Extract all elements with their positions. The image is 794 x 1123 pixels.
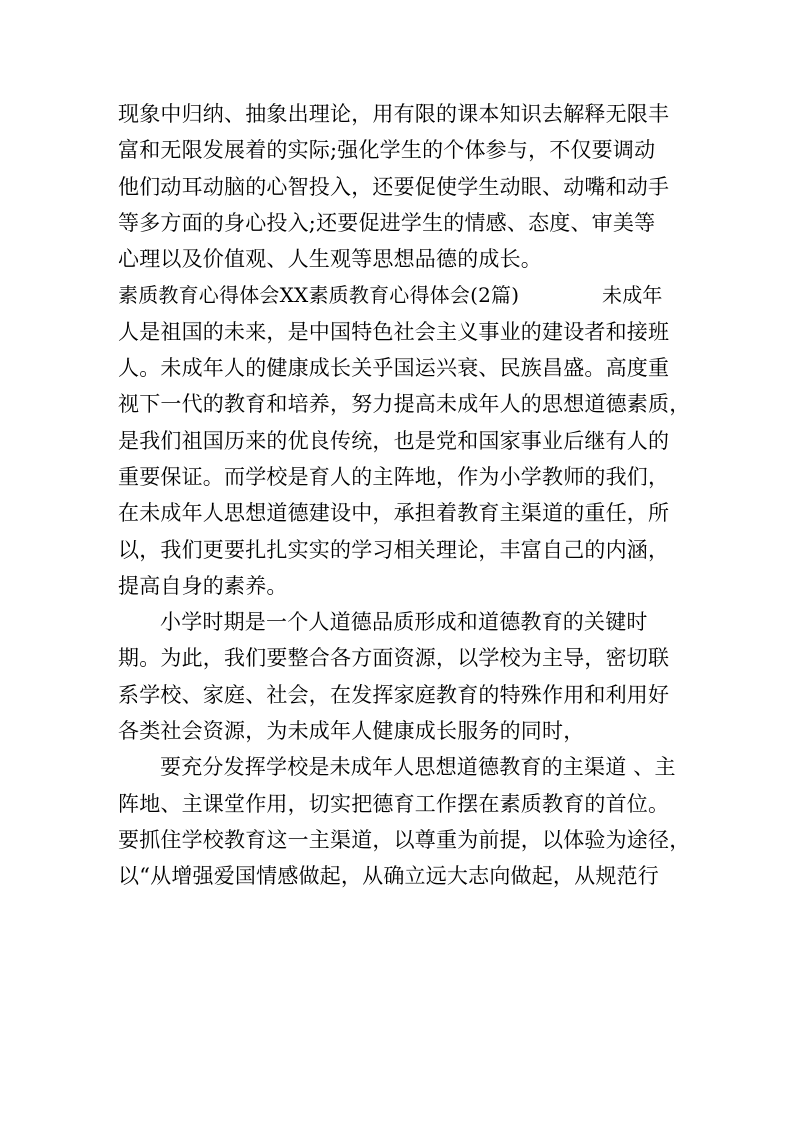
text-line: 他们动耳动脑的心智投入，还要促使学生动眼、动嘴和动手 — [118, 174, 670, 199]
text-line: 系学校、家庭、社会，在发挥家庭教育的特殊作用和利用好 — [118, 682, 670, 707]
text-line: 阵地、主课堂作用，切实把德育工作摆在素质教育的首位。 — [118, 791, 670, 816]
text-line: 期。为此，我们要整合各方面资源，以学校为主导，密切联 — [118, 646, 670, 671]
text-line: 是我们祖国历来的优良传统，也是党和国家事业后继有人的 — [118, 428, 670, 453]
document-page — [118, 96, 694, 895]
section-title: 素质教育心得体会XX素质教育心得体会(2篇) — [118, 283, 520, 308]
text-line: 人是祖国的未来，是中国特色社会主义事业的建设者和接班 — [118, 319, 670, 344]
text-line: 以，我们更要扎扎实实的学习相关理论，丰富自己的内涵， — [118, 537, 670, 562]
paragraph-first-line: 小学时期是一个人道德品质形成和道德教育的关键时 — [160, 610, 648, 635]
text-line: 以“从增强爱国情感做起，从确立远大志向做起，从规范行 — [118, 864, 659, 889]
text-line: 视下一代的教育和培养，努力提高未成年人的思想道德素质， — [118, 392, 691, 417]
section-heading-line — [118, 277, 694, 313]
text-line: 富和无限发展着的实际;强化学生的个体参与，不仅要调动 — [118, 138, 656, 163]
text-line: 提高自身的素养。 — [118, 573, 288, 598]
text-line: 各类社会资源，为未成年人健康成长服务的同时， — [118, 719, 585, 744]
text-line: 重要保证。而学校是育人的主阵地，作为小学教师的我们， — [118, 464, 670, 489]
text-line: 在未成年人思想道德建设中，承担着教育主渠道的重任，所 — [118, 501, 670, 526]
paragraph-first-line: 要充分发挥学校是未成年人思想道德教育的主渠道 、主 — [160, 755, 676, 780]
text-line: 心理以及价值观、人生观等思想品德的成长。 — [118, 247, 542, 272]
text-line: 现象中归纳、抽象出理论，用有限的课本知识去解释无限丰 — [118, 102, 670, 126]
text-line: 人。未成年人的健康成长关乎国运兴衰、民族昌盛。高度重 — [118, 356, 670, 381]
text-line: 要抓住学校教育这一主渠道，以尊重为前提，以体验为途径， — [118, 827, 691, 852]
heading-continuation: 未成年 — [602, 283, 663, 308]
text-line: 等多方面的身心投入;还要促进学生的情感、态度、审美等 — [118, 210, 656, 235]
